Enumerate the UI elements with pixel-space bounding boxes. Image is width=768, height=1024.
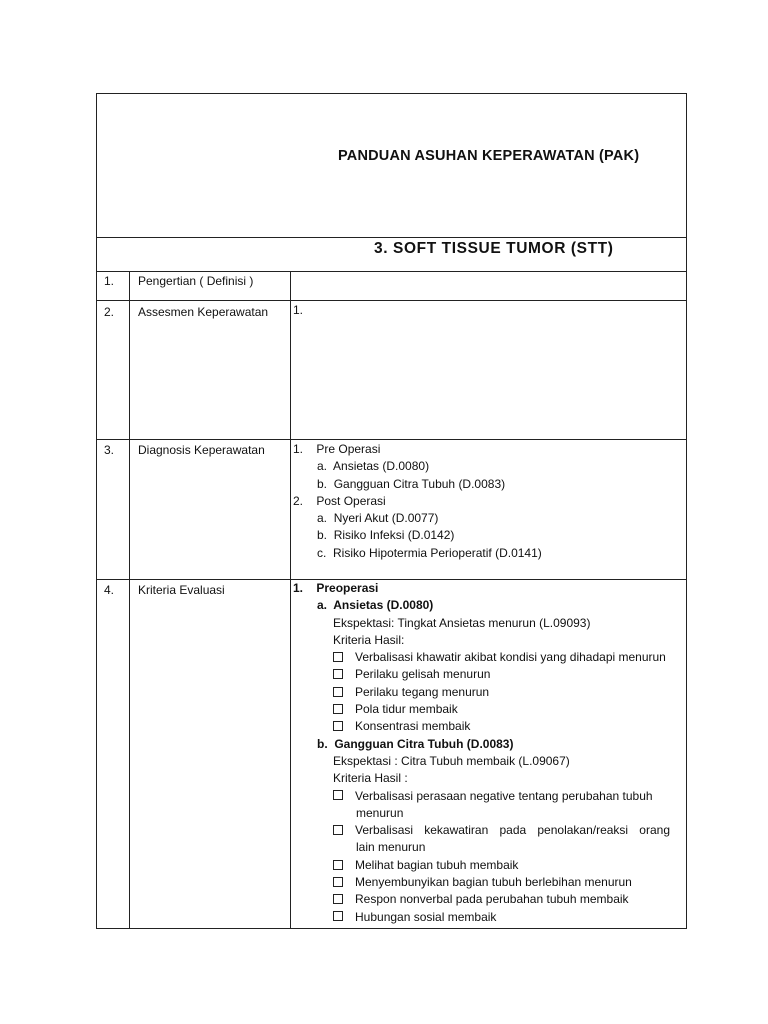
list-item: 1. [293, 303, 304, 317]
document-title: PANDUAN ASUHAN KEPERAWATAN (PAK) [338, 148, 640, 164]
checklist-item: Perilaku tegang menurun [293, 684, 670, 701]
row-label: Diagnosis Keperawatan [138, 443, 265, 457]
checkbox-icon [333, 704, 343, 714]
list-item: Kriteria Hasil : [333, 771, 408, 786]
checkbox-icon [333, 860, 343, 870]
checklist-item-continuation: lain menurun [356, 840, 426, 855]
checkbox-icon [333, 877, 343, 887]
table-rule [96, 271, 687, 272]
list-item: 1. Pre Operasi [293, 442, 381, 456]
table-rule [96, 237, 687, 238]
row-number: 2. [104, 305, 115, 319]
table-column-rule [290, 271, 291, 929]
checklist-item: Verbalisasi perasaan negative tentang perubahan tubuh [293, 788, 670, 805]
checkbox-icon [333, 790, 343, 800]
checkbox-icon [333, 687, 343, 697]
assesmen-content [293, 302, 303, 319]
list-item: b. Gangguan Citra Tubuh (D.0083) [317, 476, 506, 491]
list-item: Ekspektasi : Citra Tubuh membaik (L.09067) [333, 753, 570, 768]
checklist-item: Perilaku gelisah menurun [293, 666, 670, 683]
table-column-rule [129, 271, 130, 929]
checkbox-icon [333, 911, 343, 921]
checkbox-icon [333, 652, 343, 662]
list-item: b. Gangguan Citra Tubuh (D.0083) [317, 736, 514, 751]
section-title: 3. SOFT TISSUE TUMOR (STT) [374, 240, 614, 257]
list-item: a. Nyeri Akut (D.0077) [317, 511, 439, 526]
checklist-item: Konsentrasi membaik [293, 718, 670, 735]
row-number: 4. [104, 583, 115, 597]
checklist-item: Melihat bagian tubuh membaik [293, 857, 670, 874]
row-label: Kriteria Evaluasi [138, 583, 225, 597]
checkbox-icon [333, 721, 343, 731]
list-item: a. Ansietas (D.0080) [317, 459, 430, 474]
row-number: 1. [104, 274, 115, 288]
table-rule [96, 439, 687, 440]
checkbox-icon [333, 894, 343, 904]
checklist-item: Verbalisasi khawatir akibat kondisi yang dihadapi menurun [293, 649, 670, 666]
row-label: Assesmen Keperawatan [138, 305, 269, 319]
list-item: 1. Preoperasi [293, 581, 379, 595]
checklist-item-continuation: menurun [356, 805, 404, 820]
checklist-item: Hubungan sosial membaik [293, 909, 670, 926]
kriteria-content [293, 580, 670, 926]
checklist-item: Menyembunyikan bagian tubuh berlebihan menurun [293, 874, 670, 891]
diagnosis-content [293, 441, 542, 562]
list-item: 2. Post Operasi [293, 493, 386, 508]
checklist-item: Respon nonverbal pada perubahan tubuh membaik [293, 891, 670, 908]
checklist-item: Pola tidur membaik [293, 701, 670, 718]
list-item: Kriteria Hasil: [333, 632, 405, 647]
list-item: c. Risiko Hipotermia Perioperatif (D.0141) [317, 545, 542, 560]
checklist-item: Verbalisasi kekawatiran pada penolakan/reaksi orang [293, 822, 670, 839]
list-item: b. Risiko Infeksi (D.0142) [317, 528, 455, 543]
row-number: 3. [104, 443, 115, 457]
row-label: Pengertian ( Definisi ) [138, 274, 254, 288]
list-item: Ekspektasi: Tingkat Ansietas menurun (L.09093) [333, 615, 591, 630]
checkbox-icon [333, 825, 343, 835]
list-item: a. Ansietas (D.0080) [317, 598, 434, 613]
table-rule [96, 300, 687, 301]
checkbox-icon [333, 669, 343, 679]
